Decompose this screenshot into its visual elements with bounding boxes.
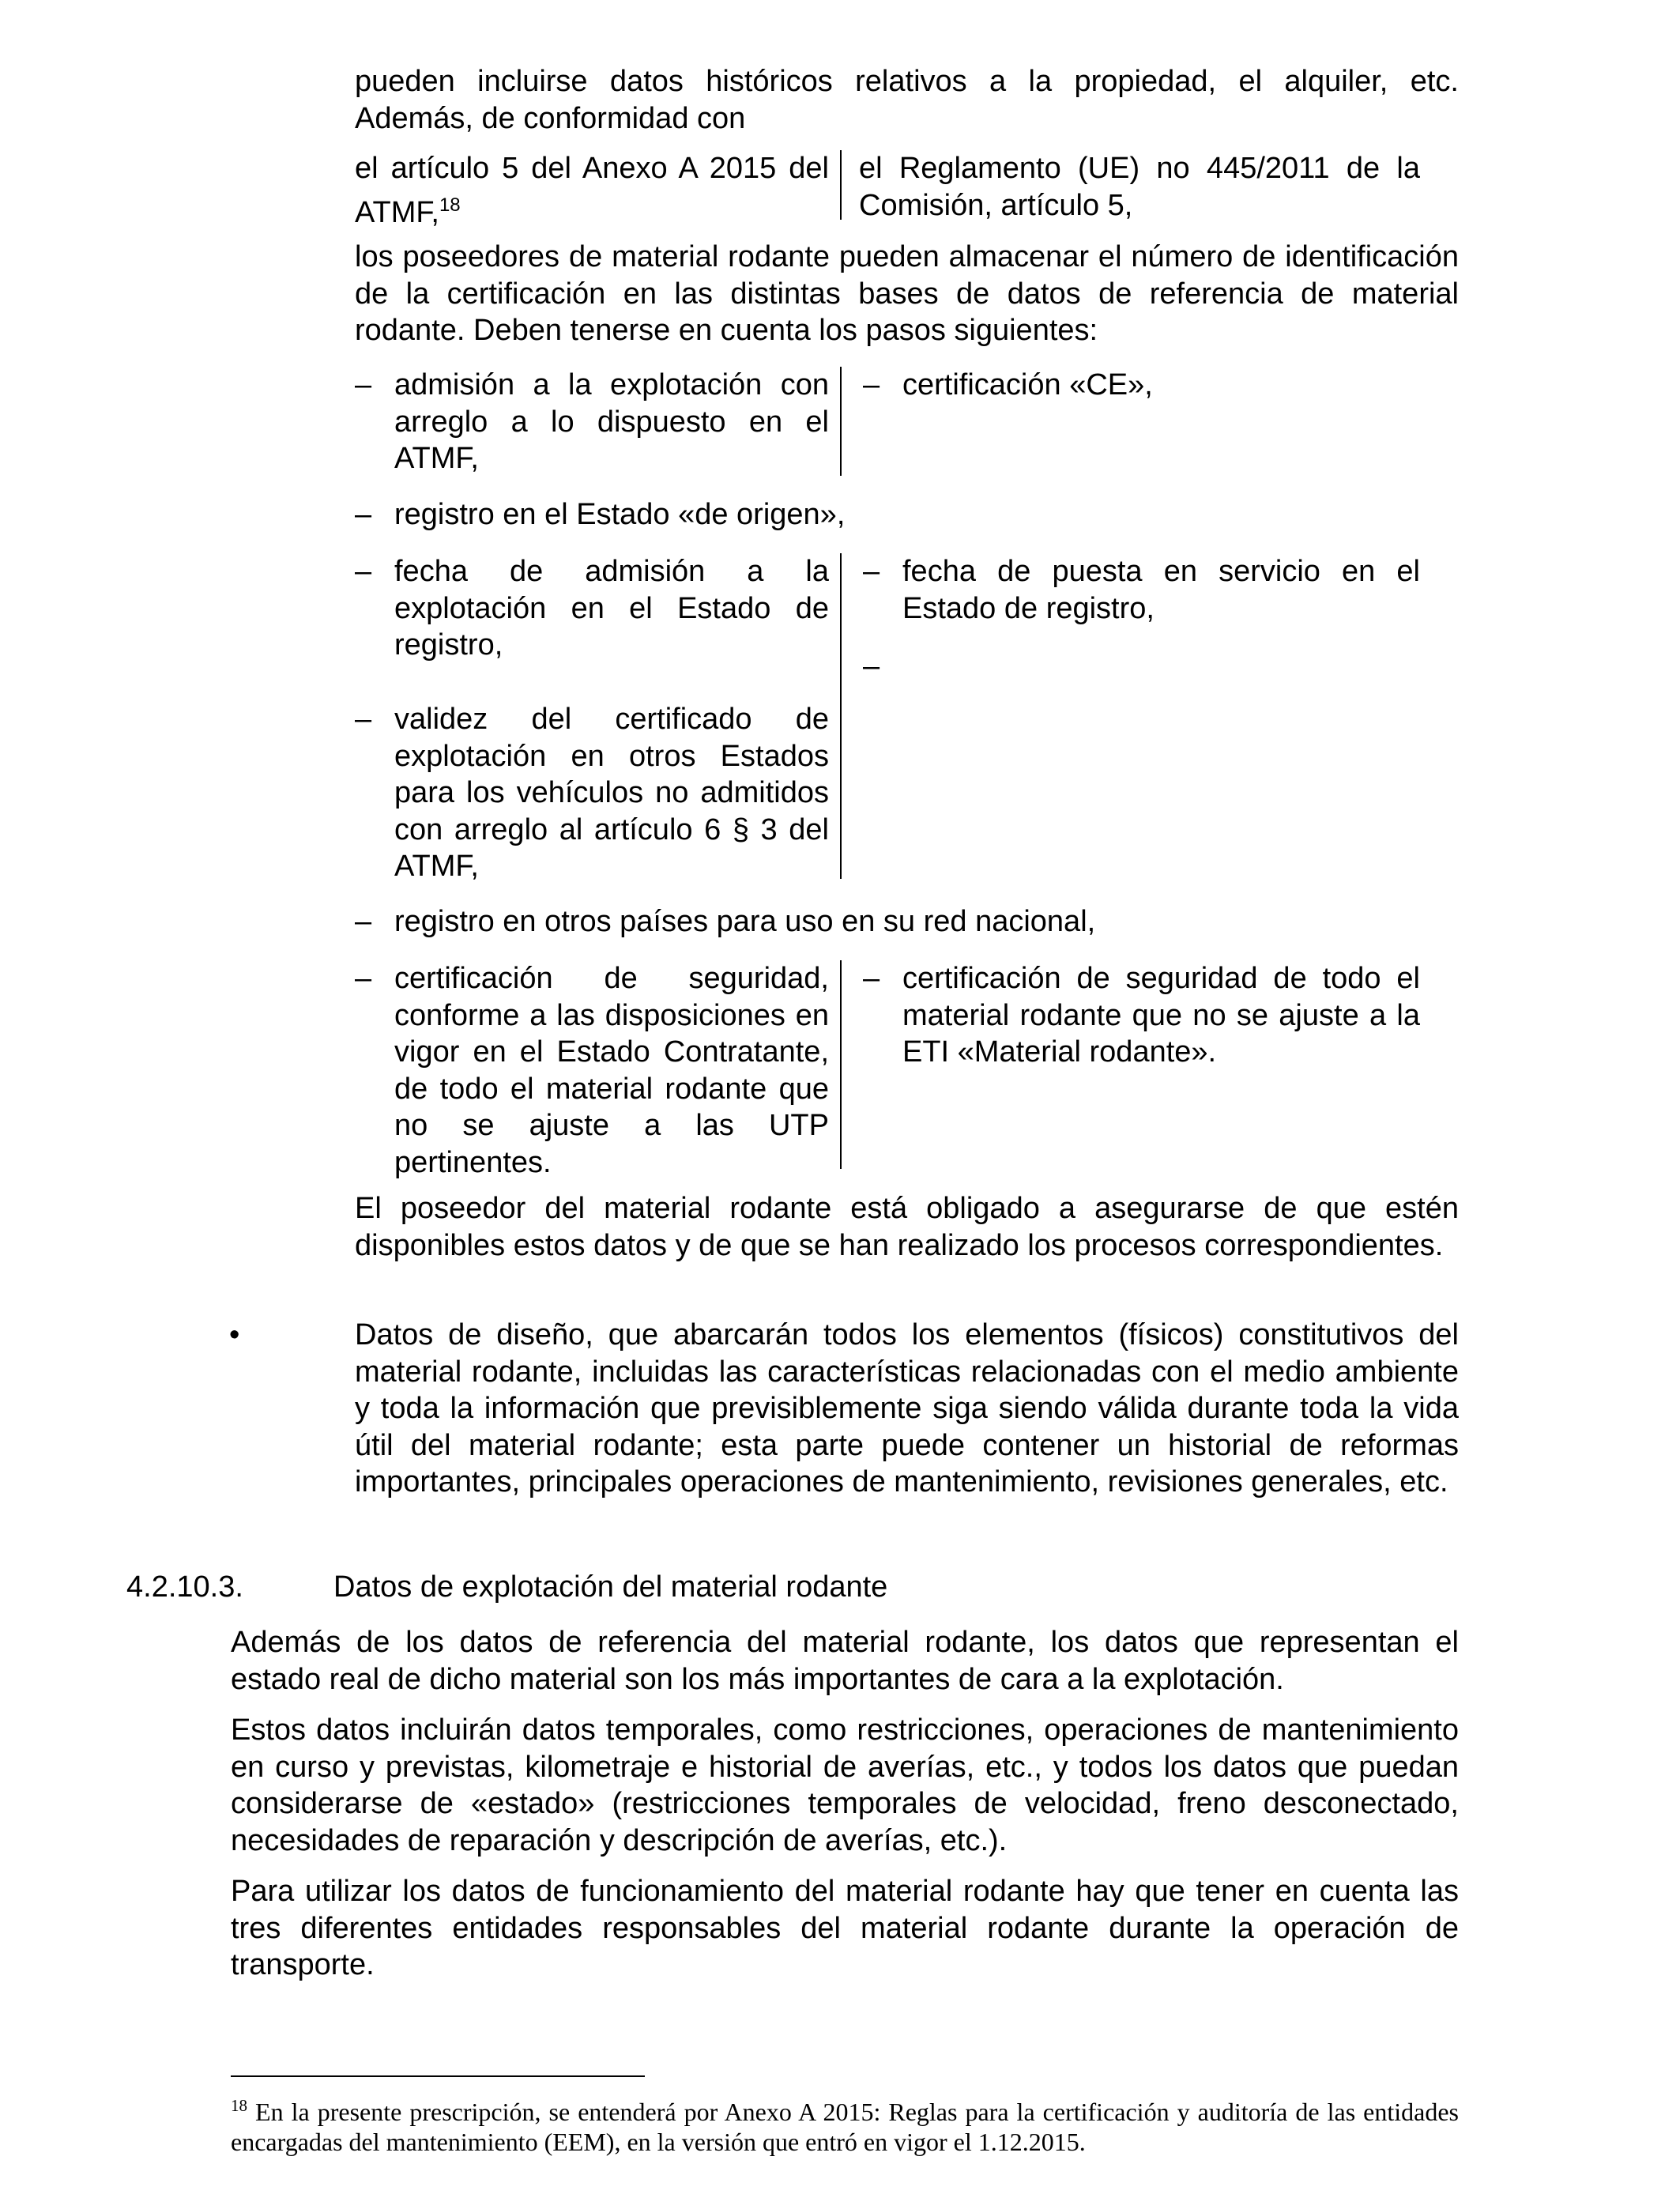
dash-marker: – [355, 368, 372, 401]
paragraph-holders: los poseedores de material rodante pueden almacenar el número de identificación de la certificación en las distintas bases de datos de referencia de material rodante. Deben tenerse en cuenta los pasos siguientes: [355, 240, 1459, 347]
dash-marker-empty: – [863, 650, 880, 683]
compare-left-line-1: el artículo 5 del Anexo A 2015 del [355, 152, 829, 185]
step-service-date [863, 553, 1420, 632]
step-safety-certification-utp-text: certificación de seguridad, conforme a las disposiciones en vigor en el Estado Contratante, de todo el material rodante que no se ajuste a las UTP pertinentes. [394, 962, 829, 1179]
section-paragraph-1: Además de los datos de referencia del material rodante, los datos que representan el estado real de dicho material son los más importantes de cara a la explotación. [231, 1626, 1459, 1696]
section-number: 4.2.10.3. [126, 1570, 243, 1604]
step-admission-date [355, 553, 829, 664]
step-ce-certification-text: certificación «CE», [902, 368, 1153, 401]
step-certificate-validity [355, 701, 829, 887]
bullet-marker: • [229, 1318, 240, 1351]
compare-right-line-1: el Reglamento (UE) no 445/2011 de la [859, 152, 1420, 185]
footnote-ref: 18 [439, 194, 461, 216]
step-other-countries [355, 903, 1459, 943]
step-admission [355, 367, 829, 477]
step-origin-registration-text: registro en el Estado «de origen», [394, 498, 846, 531]
step-origin-registration [355, 496, 1459, 536]
column-divider [840, 150, 842, 220]
step-certificate-validity-text: validez del certificado de explotación en otros Estados para los vehículos no admitidos con arreglo al artículo 6 § 3 del ATMF, [394, 703, 829, 883]
compare-left-line-2 [355, 187, 829, 232]
column-divider [840, 960, 842, 1169]
dash-marker: – [355, 703, 372, 736]
section-paragraph-3: Para utilizar los datos de funcionamiento del material rodante hay que tener en cuenta las tres diferentes entidades responsables del material rodante durante la operación de transporte. [231, 1875, 1459, 1981]
intro-line-2: Además, de conformidad con [355, 102, 746, 135]
dash-marker: – [355, 555, 372, 588]
step-safety-certification-eti [863, 960, 1420, 1071]
bullet-design-data: Datos de diseño, que abarcarán todos los elementos (físicos) constitutivos del material rodante, incluidas las características relacionadas con el medio ambiente y toda la información que previsiblemente siga siendo válida durante toda la vida útil del material rodante; esta parte puede contener un historial de reformas importantes, principales operaciones de mantenimiento, revisiones generales, etc. [355, 1318, 1459, 1498]
step-admission-date-text: fecha de admisión a la explotación en el Estado de registro, [394, 555, 829, 662]
step-ce-certification [863, 367, 1420, 406]
column-divider [840, 367, 842, 476]
compare-right-line-2: Comisión, artículo 5, [859, 189, 1133, 222]
section-paragraph-2: Estos datos incluirán datos temporales, como restricciones, operaciones de mantenimiento en curso y previstas, kilometraje e historial de averías, etc., y todos los datos que puedan considerarse de «estado» (restricciones temporales de velocidad, freno desconectado, necesidades de reparación y descripción de averías, etc.). [231, 1713, 1459, 1857]
footnote [231, 2090, 1459, 2157]
footnote-mark: 18 [231, 2096, 247, 2115]
dash-marker: – [863, 368, 880, 401]
intro-line-1: pueden incluirse datos históricos relativos a la propiedad, el alquiler, etc. [355, 65, 1459, 98]
dash-marker: – [355, 498, 372, 531]
dash-marker: – [863, 555, 880, 588]
paragraph-holder-obligation: El poseedor del material rodante está obligado a asegurarse de que estén disponibles estos datos y de que se han realizado los procesos correspondientes. [355, 1192, 1459, 1262]
section-title: Datos de explotación del material rodante [333, 1570, 888, 1604]
step-safety-certification-utp [355, 960, 829, 1182]
step-other-countries-text: registro en otros países para uso en su red nacional, [394, 905, 1096, 938]
dash-marker: – [355, 962, 372, 995]
footnote-separator [231, 2075, 645, 2077]
dash-marker: – [355, 905, 372, 938]
step-service-date-text: fecha de puesta en servicio en el Estado de registro, [902, 555, 1420, 625]
column-divider [840, 553, 842, 879]
step-safety-certification-eti-text: certificación de seguridad de todo el material rodante que no se ajuste a la ETI «Material rodante». [902, 962, 1420, 1069]
dash-marker: – [863, 962, 880, 995]
footnote-text: En la presente prescripción, se entenderá por Anexo A 2015: Reglas para la certificación y auditoría de las entidades encargadas del mantenimiento (EEM), en la versión que entró en vigor el 1.12.2015. [231, 2098, 1460, 2156]
compare-left-text: ATMF, [355, 196, 439, 229]
step-admission-text: admisión a la explotación con arreglo a lo dispuesto en el ATMF, [394, 368, 829, 475]
